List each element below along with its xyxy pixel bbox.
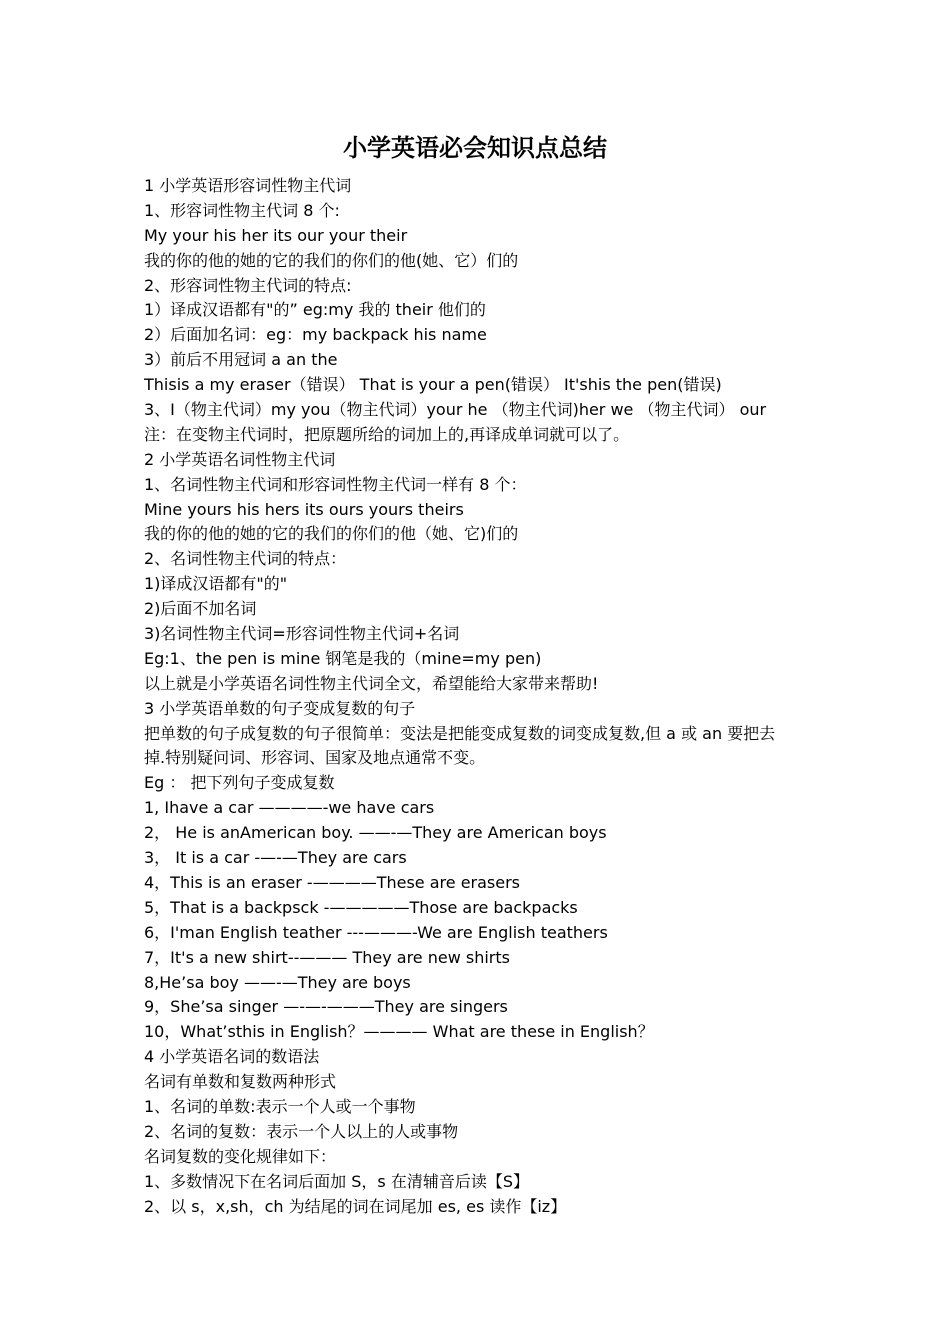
text-line: 5，That is a backpsck -—————Those are backpacks	[144, 897, 578, 917]
text-line: 我的你的他的她的它的我们的你们的他（她、它)们的	[144, 524, 519, 544]
text-line: 1、形容词性物主代词 8 个:	[144, 200, 340, 220]
document-body	[144, 174, 824, 1219]
text-line: 3 小学英语单数的句子变成复数的句子	[144, 698, 416, 718]
text-line: 掉.特别疑问词、形容词、国家及地点通常不变。	[144, 748, 486, 768]
document-title: 小学英语必会知识点总结	[343, 134, 607, 162]
text-line: 8,He’sa boy ——-—They are boys	[144, 972, 411, 992]
text-line: 2、名词性物主代词的特点：	[144, 549, 347, 569]
text-line: 把单数的句子成复数的句子很简单：变法是把能变成复数的词变成复数,但 a 或 an 要把去	[144, 723, 776, 743]
text-line: Thisis a my eraser（错误） That is your a pen(错误） It'shis the pen(错误)	[144, 375, 722, 395]
text-line: 3)名词性物主代词=形容词性物主代词+名词	[144, 624, 460, 644]
text-line: 4，This is an eraser -————These are erasers	[144, 872, 521, 892]
text-line: 注：在变物主代词时，把原题所给的词加上的,再译成单词就可以了。	[144, 424, 630, 444]
text-line: 以上就是小学英语名词性物主代词全文，希望能给大家带来帮助!	[144, 673, 599, 693]
text-line: 名词有单数和复数两种形式	[144, 1072, 337, 1092]
text-line: 1、名词性物主代词和形容词性物主代词一样有 8 个：	[144, 474, 527, 494]
text-line: 1）译成汉语都有"的” eg:my 我的 their 他们的	[144, 300, 486, 320]
text-line: 名词复数的变化规律如下：	[144, 1146, 337, 1166]
text-line: 1 小学英语形容词性物主代词	[144, 176, 352, 195]
text-line: 2、形容词性物主代词的特点:	[144, 275, 352, 295]
text-line: Eg:1、the pen is mine 钢笔是我的（mine=my pen)	[144, 648, 542, 668]
text-line: 3、I（物主代词）my you（物主代词）your he （物主代词)her we （物主代词） our	[144, 400, 767, 420]
text-line: 我的你的他的她的它的我们的你们的他(她、它）们的	[144, 250, 519, 270]
text-line: 1)译成汉语都有"的"	[144, 574, 288, 594]
text-line: 6，I'man English teather ---———-We are English teathers	[144, 922, 608, 942]
text-line: 1、多数情况下在名词后面加 S，s 在清辅音后读【S】	[144, 1171, 530, 1191]
text-line: Mine yours his hers its ours yours theirs	[144, 499, 464, 519]
text-line: 2、以 s，x,sh，ch 为结尾的词在词尾加 es, es 读作【iz】	[144, 1196, 567, 1216]
text-line: 7，It's a new shirt--——— They are new shirts	[144, 947, 510, 967]
text-line: 1、名词的单数:表示一个人或一个事物	[144, 1096, 416, 1116]
text-line: 9，She’sa singer —-—-———They are singers	[144, 997, 508, 1017]
text-line: My your his her its our your their	[144, 225, 408, 245]
text-line: 3）前后不用冠词 a an the	[144, 350, 338, 370]
text-line: 1, Ihave a car ————-we have cars	[144, 798, 435, 818]
text-line: 4 小学英语名词的数语法	[144, 1047, 320, 1067]
text-line: 2， He is anAmerican boy. ——-—They are American boys	[144, 823, 607, 843]
text-line: 3， It is a car -—-—They are cars	[144, 848, 407, 868]
text-line: 2)后面不加名词	[144, 599, 257, 619]
text-line: 2 小学英语名词性物主代词	[144, 449, 336, 469]
text-line: 2、名词的复数：表示一个人以上的人或事物	[144, 1121, 459, 1141]
text-line: 2）后面加名词：eg：my backpack his name	[144, 325, 487, 345]
text-line: Eg ： 把下列句子变成复数	[144, 773, 335, 793]
text-line: 10，What’sthis in English？———— What are these in English？	[144, 1022, 654, 1042]
